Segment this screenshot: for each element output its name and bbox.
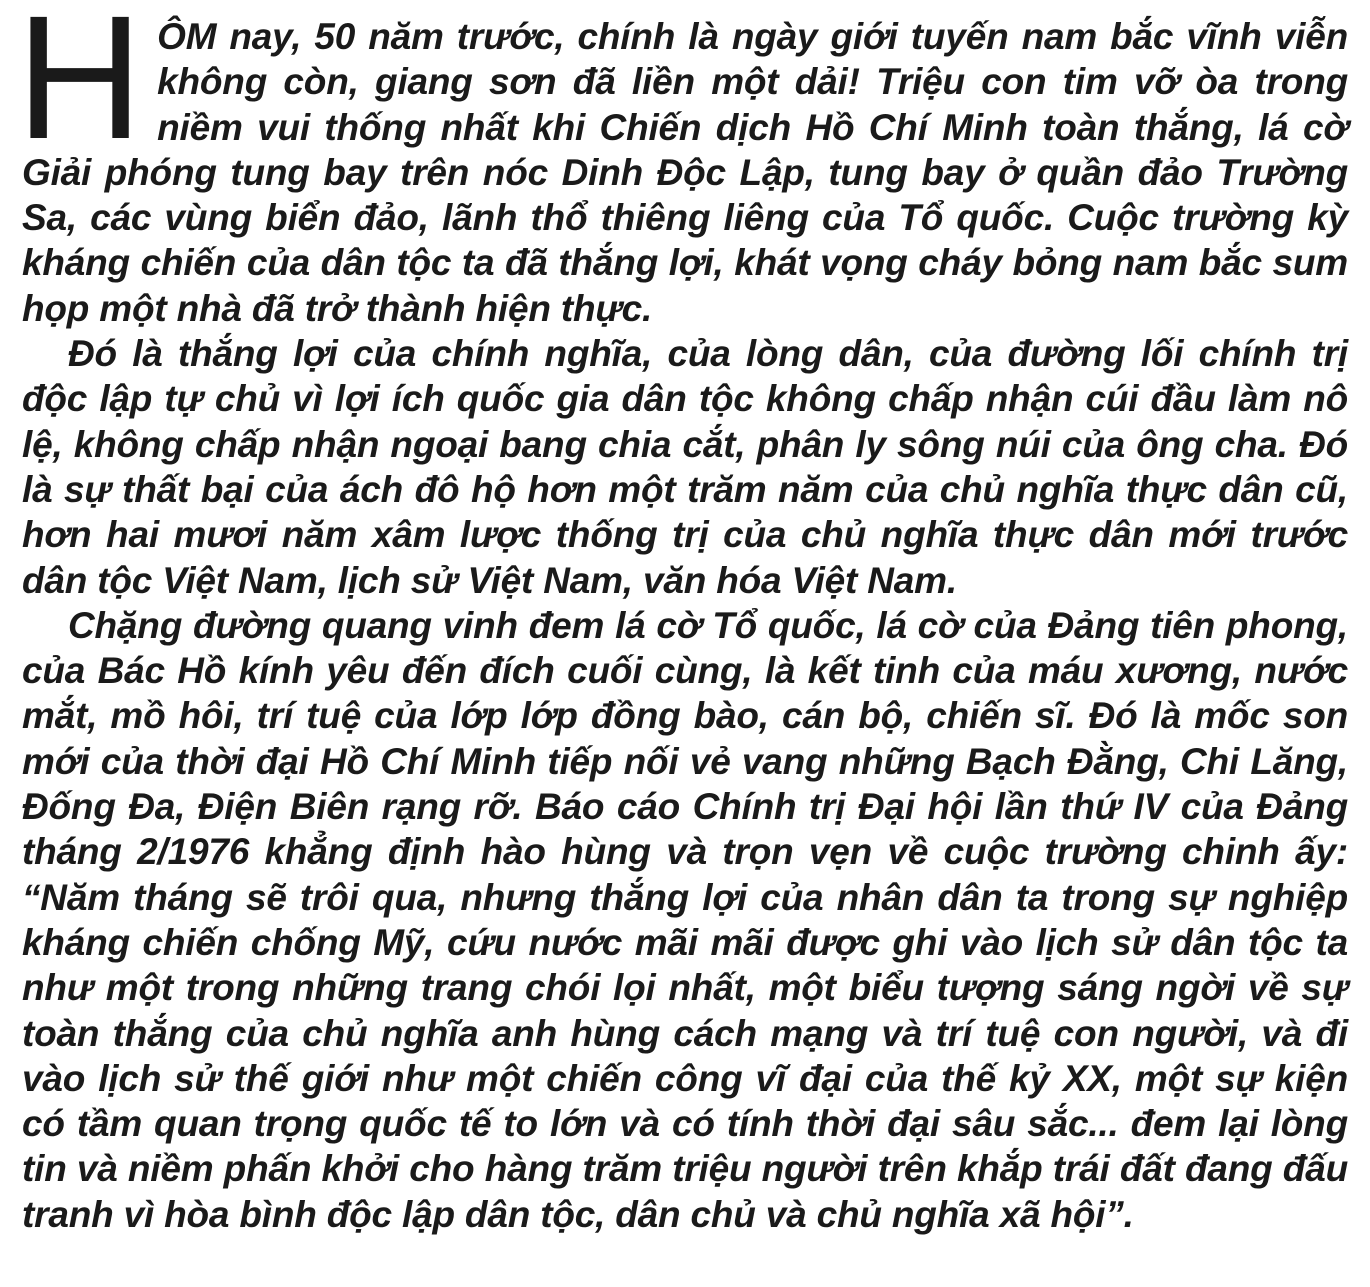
paragraph-3: Chặng đường quang vinh đem lá cờ Tổ quốc, lá cờ của Đảng tiên phong, của Bác Hồ kính yêu đến đích cuối cùng, là kết tinh của máu xương, nước mắt, mồ hôi, trí tuệ của lớp lớp đồng bào, cán bộ, chiến sĩ. Đó là mốc son mới của thời đại Hồ Chí Minh tiếp nối vẻ vang những Bạch Đằng, Chi Lăng, Đống Đa, Điện Biên rạng rỡ. Báo cáo Chính trị Đại hội lần thứ IV của Đảng tháng 2/1976 khẳng định hào hùng và trọn vẹn về cuộc trường chinh ấy: “Năm tháng sẽ trôi qua, nhưng thắng lợi của nhân dân ta trong sự nghiệp kháng chiến chống Mỹ, cứu nước mãi mãi được ghi vào lịch sử dân tộc ta như một trong những trang chói lọi nhất, một biểu tượng sáng ngời về sự toàn thắng của chủ nghĩa anh hùng cách mạng và trí tuệ con người, và đi vào lịch sử thế giới như một chiến công vĩ đại của thế kỷ XX, một sự kiện có tầm quan trọng quốc tế to lớn và có tính thời đại sâu sắc... đem lại lòng tin và niềm phấn khởi cho hàng trăm triệu người trên khắp trái đất đang đấu tranh vì hòa bình độc lập dân tộc, dân chủ và chủ nghĩa xã hội”. bbox=[22, 604, 1348, 1235]
article-body bbox=[16, 0, 1348, 1237]
drop-cap: H bbox=[16, 0, 144, 176]
paragraph-1-text: ÔM nay, 50 năm trước, chính là ngày giới tuyến nam bắc vĩnh viễn không còn, giang sơn đã liền một dải! Triệu con tim vỡ òa trong niềm vui thống nhất khi Chiến dịch Hồ Chí Minh toàn thắng, lá cờ Giải phóng tung bay trên nóc Dinh Độc Lập, tung bay ở quần đảo Trường Sa, các vùng biển đảo, lãnh thổ thiêng liêng của Tổ quốc. Cuộc trường kỳ kháng chiến của dân tộc ta đã thắng lợi, khát vọng cháy bỏng nam bắc sum họp một nhà đã trở thành hiện thực. bbox=[22, 16, 1348, 329]
paragraph-2: Đó là thắng lợi của chính nghĩa, của lòng dân, của đường lối chính trị độc lập tự chủ vì lợi ích quốc gia dân tộc không chấp nhận cúi đầu làm nô lệ, không chấp nhận ngoại bang chia cắt, phân ly sông núi của ông cha. Đó là sự thất bại của ách đô hộ hơn một trăm năm của chủ nghĩa thực dân cũ, hơn hai mươi năm xâm lược thống trị của chủ nghĩa thực dân mới trước dân tộc Việt Nam, lịch sử Việt Nam, văn hóa Việt Nam. bbox=[22, 333, 1348, 601]
paragraph-1 bbox=[16, 0, 1348, 331]
